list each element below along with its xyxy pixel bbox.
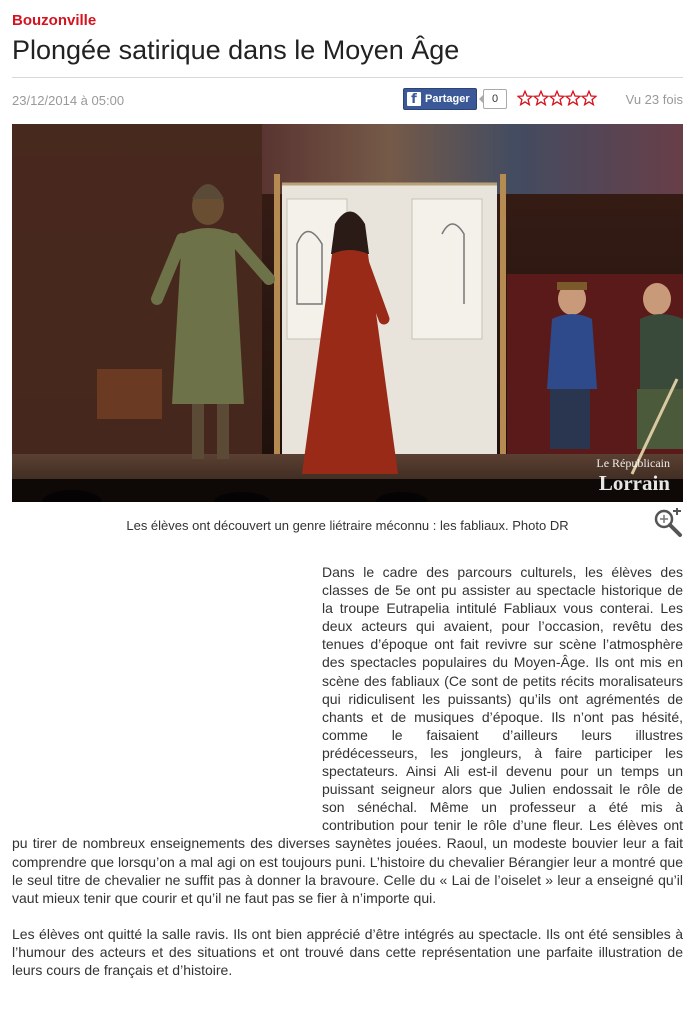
star-outline-icon[interactable] [517,90,533,106]
stage-photo [12,124,683,502]
star-outline-icon[interactable] [581,90,597,106]
star-outline-icon[interactable] [549,90,565,106]
facebook-share-button[interactable] [403,88,477,110]
article-kicker[interactable]: Bouzonville [12,12,97,29]
ad-placeholder [12,563,322,817]
watermark-line2: Lorrain [598,471,670,495]
article-meta [12,86,683,114]
article-title: Plongée satirique dans le Moyen Âge [12,35,460,65]
watermark-line1: Le Républicain [596,456,670,470]
photo-caption: Les élèves ont découvert un genre liétraire méconnu : les fabliaux. Photo DR [126,518,569,533]
view-count: Vu 23 fois [625,92,683,107]
article-photo[interactable] [12,124,683,502]
publish-date: 23/12/2014 à 05:00 [12,93,125,108]
article-body [12,563,683,979]
star-outline-icon[interactable] [565,90,581,106]
article-paragraph-2: Les élèves ont quitté la salle ravis. Ils ont bien apprécié d’être intégrés au spectacle. Ils ont été sensibles à l’humour des acteurs et des situations et ont trouvé dans cette représentation une parfaite illustration de leurs cours de français et d’histoire. [12,925,683,978]
facebook-icon: f [407,92,421,106]
share-label: Partager [425,93,470,105]
photo-caption-row [12,508,683,540]
zoom-in-icon[interactable] [653,508,683,538]
article-paragraph-1: Dans le cadre des parcours culturels, les élèves des classes de 5e ont pu assister au spectacle historique de la troupe Eutrapelia intitulé Fabliaux vous conterai. Les deux acteurs qui avaient, pour l’occasion, revêtu des tenues d’époque ont fait revivre sur scène l’atmosphère des spectacles populaires du Moyen-Âge. Ils ont mis en scène des fabliaux (Ce sont de petits récits moralisateurs qui ridiculisent les puissants) qu’ils ont agrémentés de chants et de musiques d’époque. Ils n’ont pas hésité, comme le faisaient d’ailleurs leurs illustres prédécesseurs, les jongleurs, à faire participer les spectateurs. Ainsi Ali est-il devenu pour un temps un puissant seigneur alors que Julien endossait le rôle de son sénéchal. Même un professeur a été mis à contribution pour tenir le rôle d’une fleur. Les élèves ont pu tirer de nombreux enseignements des diverses saynètes jouées. Raoul, un modeste bouvier leur a fait comprendre que lorsqu’on a mal agi on est toujours puni. L’histoire du chevalier Bérangier leur a montré que le seul titre de chevalier ne suffit pas à donner la bravoure. Celle du « Lai de l’oiselet » leur a enseigné qu’il vaut mieux tenir que courir et qu’il ne faut pas se fier à n’importe qui. [12,564,683,906]
rating-stars [517,90,597,108]
divider [12,77,683,78]
share-count: 0 [483,89,507,109]
star-outline-icon[interactable] [533,90,549,106]
